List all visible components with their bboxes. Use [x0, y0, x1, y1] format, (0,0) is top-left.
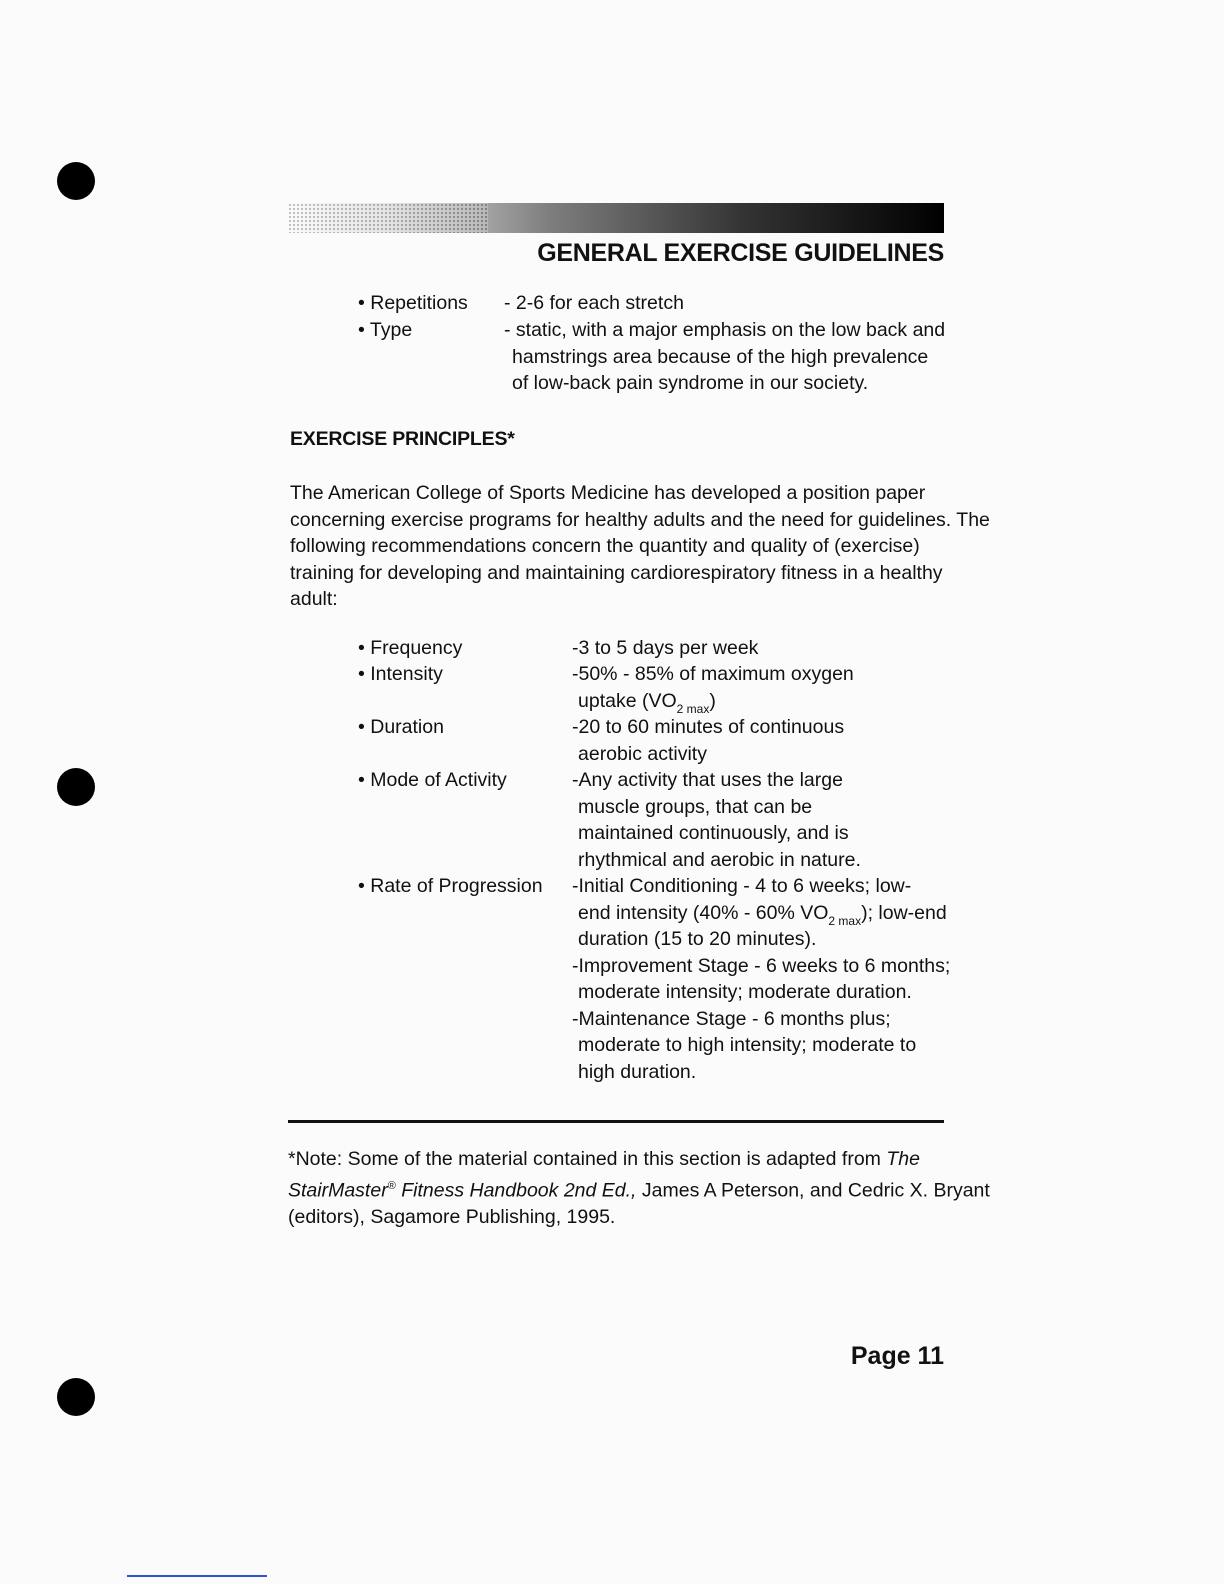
principle-value-duration: -20 to 60 minutes of continuous aerobic activity [572, 716, 845, 765]
flex-value-repetitions: - 2-6 for each stretch [504, 292, 684, 314]
page-number: Page 11 [850, 1342, 944, 1370]
principle-value-progression: -Initial Conditioning - 4 to 6 weeks; low- end intensity (40% - 60% $VO_{2 max}$); low-end duration (15 to 20 minutes). -Improvement Stage - 6 weeks to 6 months; moderate intensity; moderate duration. -Maintenance Stage - 6 months plus; moderate to high intensity; moderate to high duration. [572, 875, 951, 1083]
principle-value-intensity: -50% - 85% of maximum oxygen uptake $(VO_{2 max})$ [572, 663, 854, 716]
binder-hole-middle [57, 768, 95, 806]
principle-label-frequency: • Frequency [358, 637, 463, 659]
footnote: *Note: Some of the material contained in this section is adapted from The StairMaster® Fitness Handbook 2nd Ed., James A Peterson, and Cedric X. Bryant (editors), Sagamore Publishing, 1995. [288, 1148, 990, 1228]
section-title: GENERAL EXERCISE GUIDELINES [537, 239, 944, 267]
flex-value-type: - static, with a major emphasis on the low back and hamstrings area because of the high prevalence of low-back pain syndrome in our society. [504, 319, 946, 394]
principle-label-duration: • Duration [358, 716, 444, 738]
principle-label-progression: • Rate of Progression [358, 875, 543, 897]
principle-label-intensity: • Intensity [358, 663, 443, 685]
header-gradient-band [288, 203, 944, 233]
bottom-edge-line [127, 1575, 267, 1577]
intro-paragraph: The American College of Sports Medicine has developed a position paper concerning exercise programs for healthy adults and the need for guidelines. The following recommendations concern the quantity and quality of (exercise) training for developing and maintaining cardiorespiratory fitness in a healthy adult: [290, 482, 990, 610]
flex-label-type: • Type [358, 319, 413, 341]
footnote-divider [288, 1120, 944, 1123]
flex-label-repetitions: • Repetitions [358, 292, 468, 314]
binder-hole-bottom [57, 1378, 95, 1416]
principle-value-mode: -Any activity that uses the large muscle groups, that can be maintained continuously, and is rhythmical and aerobic in nature. [572, 769, 861, 871]
principle-label-mode: • Mode of Activity [358, 769, 507, 791]
exercise-principles-heading: EXERCISE PRINCIPLES* [290, 428, 515, 450]
binder-hole-top [57, 162, 95, 200]
principle-value-frequency: -3 to 5 days per week [572, 637, 759, 659]
